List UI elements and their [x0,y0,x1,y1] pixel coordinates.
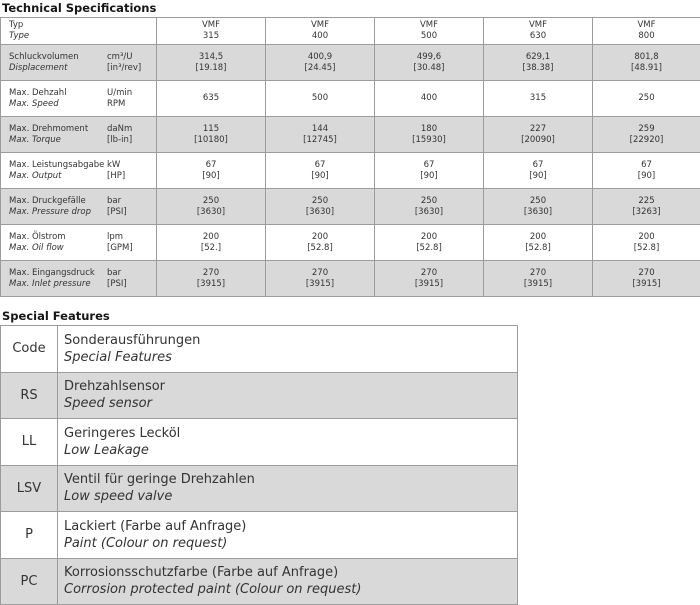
spec-unit-imperial: [in³/rev] [107,62,142,73]
spec-value-imperial: [52.8] [416,242,442,253]
spec-value-imperial: [12745] [303,134,337,145]
spec-value-metric: 259 [638,123,655,134]
spec-name-de: Max. Druckgefälle [9,195,86,206]
tech-specs-table [0,17,700,297]
spec-value-cell [266,153,375,189]
spec-value-metric: 270 [202,267,220,278]
spec-value-cell [157,153,266,189]
spec-value-cell [593,117,700,153]
spec-unit-metric: lpm [107,231,124,242]
spec-unit-imperial: [HP] [107,170,126,181]
spec-value-cell [266,117,375,153]
spec-value-imperial: [22920] [629,134,664,145]
spec-value-imperial: [3915] [305,278,335,289]
spec-value-imperial: [19.18] [195,62,227,73]
model-header-cell [266,18,375,45]
model-series: VMF [528,20,548,30]
spec-value-metric: 180 [420,123,438,134]
feature-desc-cell [58,465,518,512]
model-header-cell [157,18,266,45]
spec-value-imperial: [3630] [196,206,226,217]
spec-label-cell [1,117,157,153]
spec-value-imperial: [52.8] [633,242,660,253]
spec-value-metric: 67 [423,159,435,170]
model-header-cell [484,18,593,45]
spec-name-en: Max. Oil flow [9,242,64,253]
spec-unit-imperial: RPM [107,98,126,109]
spec-value-metric: 250 [420,195,438,206]
spec-value-imperial: [10180] [194,134,228,145]
spec-value-cell [266,81,375,117]
spec-value-metric: 629,1 [525,51,551,62]
spec-name-de: Max. Ölstrom [9,231,66,242]
feature-desc-de: Korrosionsschutzfarbe (Farbe auf Anfrage) [64,565,339,581]
tech-header-row [1,18,700,45]
spec-value-cell [484,117,593,153]
spec-value-cell [484,153,593,189]
spec-value-imperial: [3630] [305,206,335,217]
spec-value-metric: 67 [641,159,652,170]
spec-value-imperial: [90] [637,170,656,181]
spec-value-imperial: [3915] [523,278,553,289]
spec-value-cell [157,189,266,225]
spec-unit-imperial: [GPM] [107,242,133,253]
spec-name-de: Max. Eingangsdruck [9,267,95,278]
spec-value-cell [157,261,266,297]
spec-value-metric: 250 [638,93,655,103]
spec-value-metric: 225 [638,195,655,206]
spec-value-imperial: [52.8] [307,242,333,253]
spec-value-metric: 200 [638,231,655,242]
spec-row [1,117,700,153]
spec-unit-metric: U/min [107,87,133,98]
spec-value-metric: 115 [202,123,220,134]
spec-label-cell [1,81,157,117]
feature-desc-cell [58,558,518,605]
spec-value-metric: 500 [311,93,329,103]
spec-label-cell [1,225,157,261]
spec-value-cell [157,225,266,261]
spec-value-cell [593,45,700,81]
spec-name-de: Max. Dehzahl [9,87,67,98]
feature-desc-de: Ventil für geringe Drehzahlen [64,472,255,488]
spec-value-imperial: [90] [311,170,329,181]
spec-value-imperial: [90] [202,170,220,181]
spec-value-metric: 635 [202,93,220,103]
spec-value-metric: 270 [529,267,547,278]
feature-desc-cell [58,419,518,466]
spec-value-metric: 801,8 [634,51,659,62]
model-number: 400 [311,31,329,41]
spec-value-imperial: [15930] [412,134,446,145]
feature-desc-cell [58,512,518,559]
spec-value-imperial: [3263] [632,206,661,217]
type-header-de: Typ [9,20,24,30]
spec-value-cell [375,189,484,225]
spec-value-imperial: [3630] [523,206,553,217]
spec-value-imperial: [3915] [414,278,444,289]
spec-value-metric: 250 [529,195,547,206]
spec-label-cell [1,45,157,81]
features-header-en: Special Features [64,349,172,365]
spec-name-en: Max. Output [9,170,62,181]
feature-desc-cell [58,372,518,419]
spec-value-cell [375,81,484,117]
spec-value-metric: 499,6 [416,51,442,62]
feature-desc-en: Low speed valve [64,489,173,505]
spec-value-cell [157,45,266,81]
spec-label-cell [1,189,157,225]
spec-value-metric: 270 [638,267,655,278]
spec-name-en: Displacement [9,62,68,73]
spec-value-cell [593,81,700,117]
feature-desc-de: Lackiert (Farbe auf Anfrage) [64,518,247,534]
model-series: VMF [637,20,656,30]
type-header-en: Type [9,31,30,41]
spec-name-en: Max. Pressure drop [9,206,91,217]
spec-value-metric: 400,9 [307,51,333,62]
type-header-cell [1,18,157,45]
feature-code: PC [1,558,58,605]
spec-value-imperial: [3915] [196,278,226,289]
spec-value-cell [593,153,700,189]
spec-value-metric: 270 [311,267,329,278]
spec-label-cell [1,261,157,297]
spec-value-cell [484,81,593,117]
spec-value-cell [375,153,484,189]
spec-row [1,261,700,297]
spec-row [1,153,700,189]
feature-code: P [1,512,58,559]
spec-value-cell [157,117,266,153]
feature-desc-de: Geringeres Lecköl [64,425,181,441]
spec-value-imperial: [24.45] [304,62,336,73]
features-header-desc-cell [58,326,518,373]
spec-unit-metric: kW [107,159,121,170]
spec-value-metric: 400 [420,93,438,103]
spec-value-metric: 67 [205,159,217,170]
spec-row [1,45,700,81]
feature-row [1,372,518,419]
features-header-row [1,326,518,373]
feature-row [1,465,518,512]
spec-value-cell [266,45,375,81]
spec-value-imperial: [52.] [200,242,222,253]
spec-value-cell [484,189,593,225]
feature-row [1,419,518,466]
special-features-table [0,325,518,605]
spec-unit-imperial: [PSI] [107,206,127,217]
spec-value-metric: 250 [202,195,220,206]
spec-value-cell [266,261,375,297]
spec-value-imperial: [30.48] [413,62,445,73]
model-number: 500 [420,31,438,41]
spec-value-cell [484,225,593,261]
feature-row [1,558,518,605]
spec-value-cell [266,225,375,261]
tech-specs-title: Technical Specifications [2,1,157,15]
features-header-de: Sonderausführungen [64,332,201,348]
spec-value-metric: 200 [202,231,220,242]
spec-value-imperial: [20090] [521,134,555,145]
spec-name-en: Max. Speed [9,98,59,109]
spec-name-en: Max. Torque [9,134,61,145]
feature-code-header: Code [1,326,58,373]
spec-value-metric: 200 [420,231,438,242]
spec-unit-metric: bar [107,267,122,278]
spec-value-cell [157,81,266,117]
spec-value-cell [484,261,593,297]
spec-value-cell [593,189,700,225]
feature-row [1,512,518,559]
feature-code: LL [1,419,58,466]
spec-name-de: Max. Leistungsabgabe [9,159,105,170]
spec-value-cell [266,189,375,225]
spec-value-metric: 200 [311,231,329,242]
spec-value-imperial: [90] [420,170,438,181]
spec-unit-metric: cm³/U [107,51,133,62]
spec-name-de: Schluckvolumen [9,51,79,62]
spec-value-metric: 227 [529,123,547,134]
spec-value-metric: 200 [529,231,547,242]
spec-value-metric: 315 [529,93,547,103]
spec-name-en: Max. Inlet pressure [9,278,91,289]
spec-value-metric: 67 [314,159,326,170]
spec-value-cell [375,117,484,153]
spec-value-imperial: [52.8] [525,242,551,253]
spec-value-imperial: [90] [529,170,547,181]
spec-value-cell [593,261,700,297]
spec-value-metric: 314,5 [198,51,224,62]
spec-value-imperial: [38.38] [522,62,554,73]
spec-unit-imperial: [PSI] [107,278,127,289]
spec-row [1,81,700,117]
model-series: VMF [310,20,330,30]
spec-value-cell [375,261,484,297]
model-number: 800 [638,31,655,41]
model-header-cell [593,18,700,45]
spec-unit-metric: bar [107,195,122,206]
spec-unit-metric: daNm [107,123,133,134]
spec-unit-imperial: [lb-in] [107,134,133,145]
spec-value-imperial: [3630] [414,206,444,217]
model-number: 315 [202,31,220,41]
feature-desc-en: Corrosion protected paint (Colour on request) [64,582,362,598]
feature-desc-en: Speed sensor [64,396,152,412]
model-header-cell [375,18,484,45]
spec-value-metric: 270 [420,267,438,278]
spec-name-de: Max. Drehmoment [9,123,89,134]
model-series: VMF [419,20,439,30]
spec-value-metric: 67 [532,159,544,170]
spec-value-cell [484,45,593,81]
special-features-title: Special Features [2,309,110,323]
spec-row [1,225,700,261]
feature-desc-de: Drehzahlsensor [64,379,166,395]
feature-code: LSV [1,465,58,512]
spec-value-metric: 250 [311,195,329,206]
model-series: VMF [201,20,221,30]
spec-value-cell [593,225,700,261]
model-number: 630 [529,31,547,41]
spec-row [1,189,700,225]
spec-value-imperial: [48.91] [631,62,662,73]
feature-desc-en: Low Leakage [64,442,149,458]
feature-code: RS [1,372,58,419]
spec-value-cell [375,225,484,261]
feature-desc-en: Paint (Colour on request) [64,535,228,551]
spec-value-cell [375,45,484,81]
spec-value-imperial: [3915] [632,278,661,289]
spec-label-cell [1,153,157,189]
spec-value-metric: 144 [311,123,329,134]
